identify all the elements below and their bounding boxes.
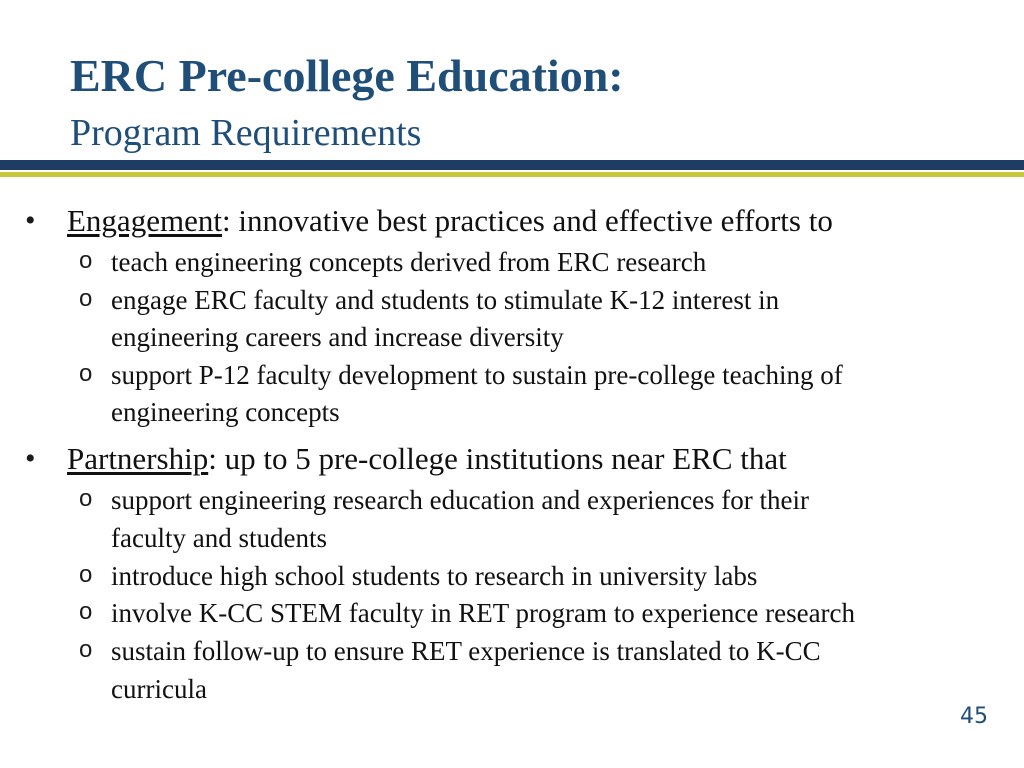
slide-subtitle: Program Requirements bbox=[70, 112, 422, 154]
sub-bullet-item: engage ERC faculty and students to stimulate K-12 interest in bbox=[111, 285, 780, 315]
sub-bullet-marker: o bbox=[79, 360, 93, 387]
sub-bullet-item: sustain follow-up to ensure RET experience is translated to K-CC bbox=[111, 636, 821, 666]
bullet-marker: • bbox=[25, 204, 36, 237]
bullet-term: Partnership bbox=[67, 441, 209, 476]
sub-bullet-marker: o bbox=[79, 285, 93, 312]
sub-bullet-item: involve K-CC STEM faculty in RET program to experience research bbox=[111, 598, 856, 628]
sub-bullet-item: teach engineering concepts derived from ERC research bbox=[111, 247, 707, 277]
sub-bullet-item-continuation: curricula bbox=[111, 674, 207, 704]
bullet-text: innovative best practices and effective efforts to bbox=[230, 203, 833, 238]
bullet-text: up to 5 pre-college institutions near ERC that bbox=[216, 441, 787, 476]
sub-bullet-item: support engineering research education and experiences for their bbox=[111, 485, 809, 515]
bullet-separator: : bbox=[221, 203, 231, 238]
sub-bullet-marker: o bbox=[79, 485, 93, 512]
bullet-term: Engagement bbox=[67, 203, 222, 238]
sub-bullet-item-continuation: faculty and students bbox=[111, 523, 327, 553]
bullet-marker: • bbox=[25, 442, 36, 475]
sub-bullet-item: introduce high school students to research in university labs bbox=[111, 561, 758, 591]
slide-title: ERC Pre-college Education: bbox=[70, 50, 624, 101]
sub-bullet-item: support P-12 faculty development to sustain pre-college teaching of bbox=[111, 360, 843, 390]
bullet-separator: : bbox=[208, 441, 217, 476]
sub-bullet-marker: o bbox=[79, 561, 93, 588]
page-number: 45 bbox=[960, 704, 988, 729]
sub-bullet-item-continuation: engineering concepts bbox=[111, 397, 340, 427]
sub-bullet-item-continuation: engineering careers and increase diversity bbox=[111, 322, 564, 352]
sub-bullet-marker: o bbox=[79, 636, 93, 663]
bullet-engagement bbox=[67, 201, 833, 241]
sub-bullet-marker: o bbox=[79, 247, 93, 274]
bullet-partnership bbox=[67, 439, 787, 479]
sub-bullet-marker: o bbox=[79, 598, 93, 625]
